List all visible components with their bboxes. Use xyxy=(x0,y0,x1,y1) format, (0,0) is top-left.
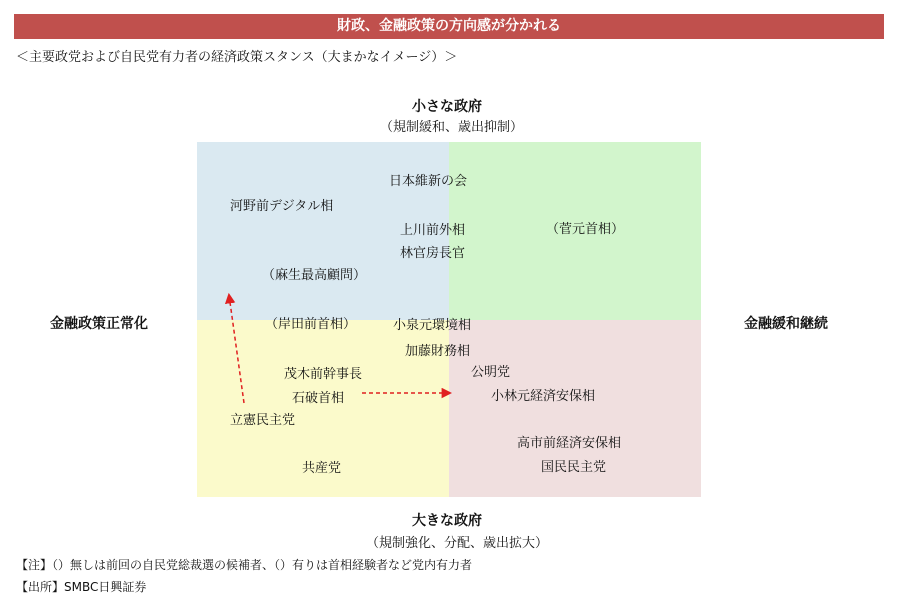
item-kamikawa: 上川前外相 xyxy=(400,223,466,238)
item-aso: （麻生最高顧問） xyxy=(262,268,367,283)
axis-bottom-sublabel: （規制強化、分配、歳出拡大） xyxy=(366,536,549,551)
item-kokumin: 国民民主党 xyxy=(541,460,607,475)
item-kishida: （岸田前首相） xyxy=(265,317,357,332)
item-kobayashi: 小林元経済安保相 xyxy=(491,389,596,404)
item-motegi: 茂木前幹事長 xyxy=(284,367,363,382)
item-hayashi: 林官房長官 xyxy=(400,246,466,261)
footnote: 【注】（）無しは前回の自民党総裁選の候補者、（）有りは首相経験者など党内有力者 xyxy=(16,558,473,572)
item-komei: 公明党 xyxy=(471,365,511,380)
item-kato: 加藤財務相 xyxy=(405,344,471,359)
item-ishiba: 石破首相 xyxy=(292,391,345,406)
item-takaichi: 高市前経済安保相 xyxy=(517,436,622,451)
item-kyosan: 共産党 xyxy=(302,461,342,476)
item-koizumi: 小泉元環境相 xyxy=(393,318,472,333)
item-rikken: 立憲民主党 xyxy=(230,413,296,428)
header-title: 財政、金融政策の方向感が分かれる xyxy=(14,14,884,39)
axis-bottom-label: 大きな政府 xyxy=(412,513,482,529)
axis-top-label: 小さな政府 xyxy=(412,99,482,115)
item-ishin: 日本維新の会 xyxy=(389,174,468,189)
chart-subtitle: ＜主要政党および自民党有力者の経済政策スタンス（大まかなイメージ）＞ xyxy=(16,50,458,65)
item-kono: 河野前デジタル相 xyxy=(230,199,334,214)
axis-left-label: 金融政策正常化 xyxy=(50,316,148,332)
source-note: 【出所】SMBC日興証券 xyxy=(16,580,147,594)
item-suga: （菅元首相） xyxy=(546,222,625,237)
axis-right-label: 金融緩和継続 xyxy=(744,316,828,332)
axis-top-sublabel: （規制緩和、歳出抑制） xyxy=(380,120,524,135)
